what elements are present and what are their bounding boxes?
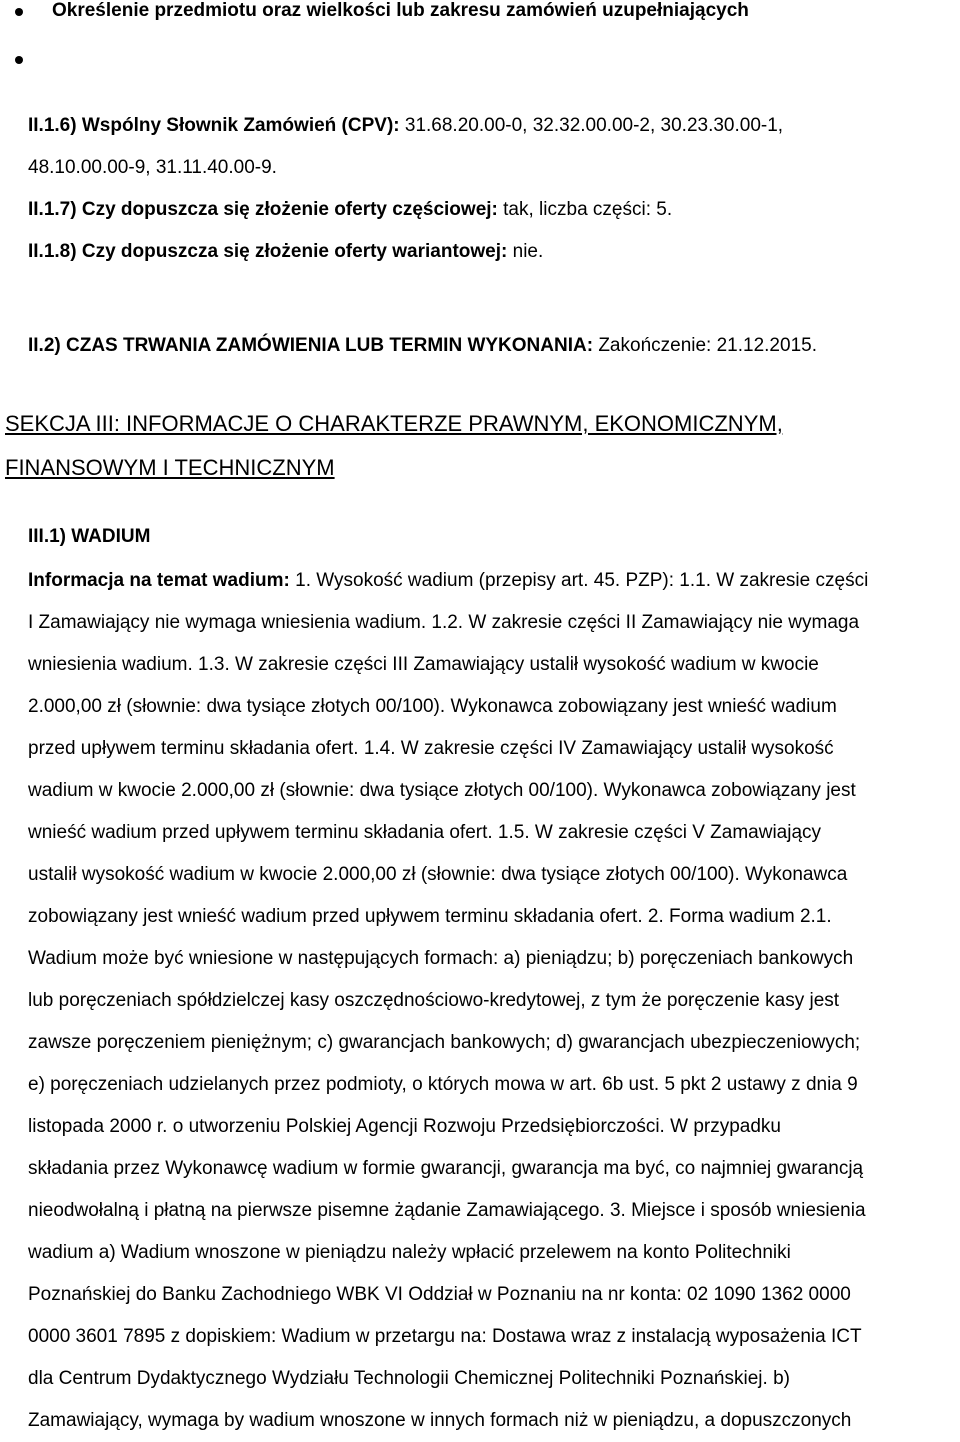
paragraph-line: Informacja na temat wadium: 1. Wysokość wadium (przepisy art. 45. PZP): 1.1. W zakresie części xyxy=(28,570,869,591)
paragraph-line: e) poręczeniach udzielanych przez podmioty, o których mowa w art. 6b ust. 5 pkt 2 ustawy z dnia 9 xyxy=(28,1074,858,1095)
paragraph-line: przed upływem terminu składania ofert. 1.4. W zakresie części IV Zamawiający ustalił wysokość xyxy=(28,738,834,759)
cpv-value: 31.68.20.00-0, 32.32.00.00-2, 30.23.30.00-1, xyxy=(399,115,784,136)
cpv-line xyxy=(28,115,783,137)
duration-label: II.2) CZAS TRWANIA ZAMÓWIENIA LUB TERMIN WYKONANIA: xyxy=(28,335,594,356)
paragraph-line: wadium w kwocie 2.000,00 zł (słownie: dwa tysiące złotych 00/100). Wykonawca zobowiązany jest xyxy=(28,780,856,801)
wadium-title: III.1) WADIUM xyxy=(28,526,151,547)
partial-offer-line xyxy=(28,199,672,221)
paragraph-line: 2.000,00 zł (słownie: dwa tysiące złotych 00/100). Wykonawca zobowiązany jest wnieść wadium xyxy=(28,696,837,717)
paragraph-line: nieodwołalną i płatną na pierwsze pisemne żądanie Zamawiającego. 3. Miejsce i sposób wniesienia xyxy=(28,1200,866,1221)
paragraph-line: wniesienia wadium. 1.3. W zakresie części III Zamawiający ustalił wysokość wadium w kwocie xyxy=(28,654,819,675)
partial-offer-value: tak, liczba części: 5. xyxy=(497,199,673,220)
paragraph-line: zobowiązany jest wnieść wadium przed upływem terminu składania ofert. 2. Forma wadium 2.1. xyxy=(28,906,832,927)
paragraph-line: składania przez Wykonawcę wadium w formie gwarancji, gwarancja ma być, co najmniej gwarancją xyxy=(28,1158,864,1179)
duration-value: Zakończenie: 21.12.2015. xyxy=(593,335,817,356)
section-heading-continued: FINANSOWYM I TECHNICZNYM xyxy=(5,455,335,480)
wadium-paragraph xyxy=(28,560,958,1442)
cpv-line-2 xyxy=(28,157,277,179)
cpv-value-continued: 48.10.00.00-9, 31.11.40.00-9. xyxy=(28,157,277,178)
paragraph-line: ustalił wysokość wadium w kwocie 2.000,00 zł (słownie: dwa tysiące złotych 00/100). Wykonawca xyxy=(28,864,848,885)
bullet-dot-icon xyxy=(15,8,23,16)
partial-offer-label: II.1.7) Czy dopuszcza się złożenie oferty częściowej: xyxy=(28,199,498,220)
paragraph-line: dla Centrum Dydaktycznego Wydziału Technologii Chemicznej Politechniki Poznańskiej. b) xyxy=(28,1368,790,1389)
paragraph-line: wnieść wadium przed upływem terminu składania ofert. 1.5. W zakresie części V Zamawiający xyxy=(28,822,822,843)
paragraph-line: I Zamawiający nie wymaga wniesienia wadium. 1.2. W zakresie części II Zamawiający nie wymaga xyxy=(28,612,860,633)
paragraph-line: Poznańskiej do Banku Zachodniego WBK VI Oddział w Poznaniu na nr konta: 02 1090 1362 0000 xyxy=(28,1284,851,1305)
paragraph-line: zawsze poręczeniem pieniężnym; c) gwarancjach bankowych; d) gwarancjach ubezpieczeniowych; xyxy=(28,1032,861,1053)
variant-offer-line xyxy=(28,241,543,263)
paragraph-line: Zamawiający, wymaga by wadium wnoszone w innych formach niż w pieniądzu, a dopuszczonych xyxy=(28,1410,852,1431)
paragraph-line: listopada 2000 r. o utworzeniu Polskiej Agencji Rozwoju Przedsiębiorczości. W przypadku xyxy=(28,1116,781,1137)
paragraph-line: Wadium może być wniesione w następujących formach: a) pieniądzu; b) poręczeniach bankowych xyxy=(28,948,854,969)
bullet-text: Określenie przedmiotu oraz wielkości lub zakresu zamówień uzupełniających xyxy=(52,0,749,21)
variant-offer-value: nie. xyxy=(507,241,544,262)
cpv-label: II.1.6) Wspólny Słownik Zamówień (CPV): xyxy=(28,115,400,136)
paragraph-line: lub poręczeniach spółdzielczej kasy oszczędnościowo-kredytowej, z tym że poręczenie kasy jest xyxy=(28,990,840,1011)
variant-offer-label: II.1.8) Czy dopuszcza się złożenie oferty wariantowej: xyxy=(28,241,508,262)
paragraph-line: wadium a) Wadium wnoszone w pieniądzu należy wpłacić przelewem na konto Politechniki xyxy=(28,1242,791,1263)
bullet-dot-icon xyxy=(15,56,23,64)
wadium-info-label: Informacja na temat wadium: xyxy=(28,570,290,591)
section-heading: SEKCJA III: INFORMACJE O CHARAKTERZE PRAWNYM, EKONOMICZNYM, xyxy=(5,411,783,436)
paragraph-line: 0000 3601 7895 z dopiskiem: Wadium w przetargu na: Dostawa wraz z instalacją wyposażenia ICT xyxy=(28,1326,862,1347)
duration-line xyxy=(28,335,817,357)
